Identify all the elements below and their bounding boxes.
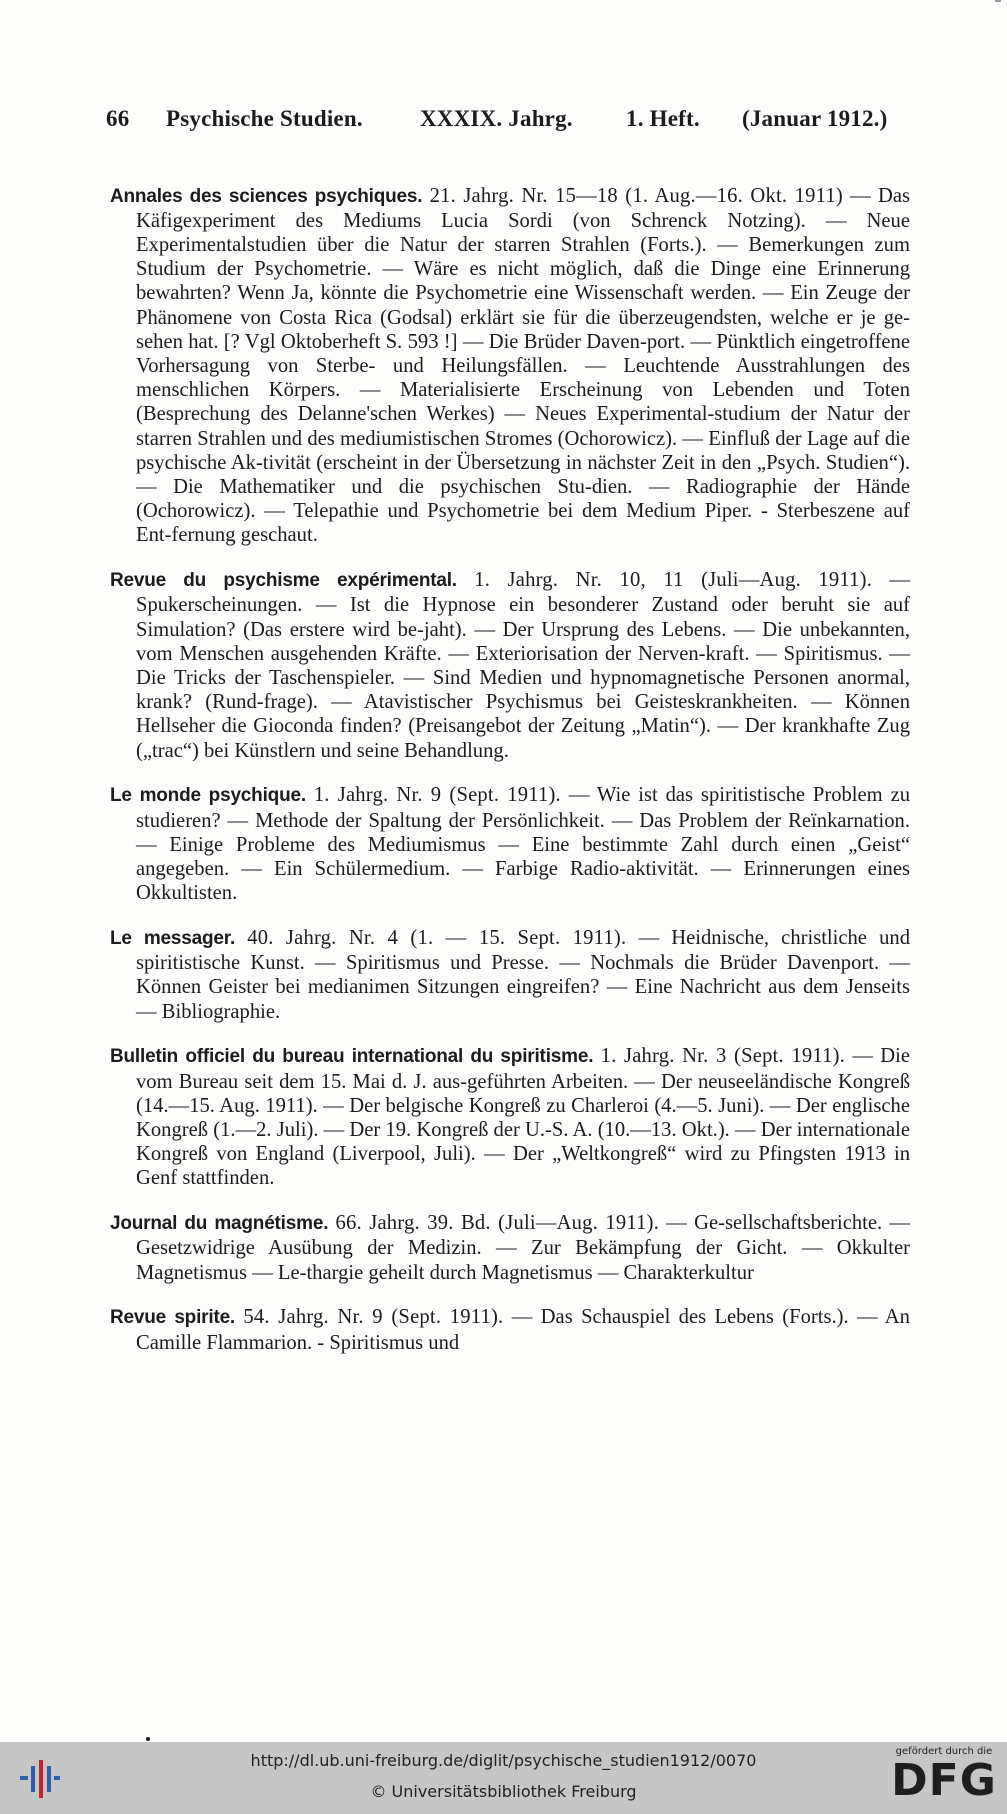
entry-title: Le monde psychique.	[110, 785, 306, 807]
entry-contents: — Das Schauspiel des Lebens (Forts.). — An Camille Flammarion. - Spiritismus und	[136, 1306, 910, 1354]
entry-contents: — Die vom Bureau seit dem 15. Mai d. J. aus-geführten Arbeiten. — Der neuseeländische Kongreß (14.—15. Aug. 1911). — Der belgische Kongreß zu Charleroi (4.—5. Juni). — Der englische Kongreß (1.—2. Juli). — Der 19. Kongreß der U.-S. A. (10.—13. Okt.). — Der internationale Kongreß von England (Liverpool, Juli). — Der „Weltkongreß“ wird zu Pfingsten 1913 in Genf stattfinden.	[136, 1045, 911, 1190]
review-entry	[110, 184, 910, 548]
entry-contents: — Heidnische, christliche und spiritistische Kunst. — Spiritismus und Presse. — Nochmals die Brüder Davenport. — Können Geister bei medianimen Sitzungen eingreifen? — Eine Nachricht aus dem Jenseits — Bibliographie.	[136, 927, 911, 1023]
review-entry	[110, 783, 910, 905]
review-entry	[110, 1044, 910, 1190]
entry-contents: — Wie ist das spiritistische Problem zu studieren? — Methode der Spaltung der Persönlichkeit. — Das Problem der Reïnkarnation. — Einige Probleme des Mediumismus — Eine bestimmte Zahl durch einen „Geist“ angegeben. — Ein Schülermedium. — Farbige Radio-aktivität. — Erinnerungen eines Okkultisten.	[136, 784, 911, 905]
entry-title: Revue spirite.	[110, 1307, 236, 1329]
header-journal-title: Psychische Studien.	[166, 106, 363, 131]
entry-title: Annales des sciences psychiques.	[110, 185, 423, 207]
review-entry	[110, 926, 910, 1024]
review-entry	[110, 1211, 910, 1285]
permalink-url[interactable]: http://dl.ub.uni-freiburg.de/diglit/psychische_studien1912/0070	[250, 1751, 757, 1770]
dfg-caption: gefördert durch die	[895, 1746, 993, 1757]
entry-issue: 54. Jahrg. Nr. 9 (Sept. 1911).	[243, 1306, 504, 1329]
entry-issue: 1. Jahrg. Nr. 9 (Sept. 1911).	[313, 784, 561, 807]
entry-contents: — Ge-sellschaftsberichte. — Gesetzwidrige Ausübung der Medizin. — Zur Bekämpfung der Gicht. — Okkulter Magnetismus — Le-thargie geheilt durch Magnetismus — Charakterkultur	[136, 1212, 910, 1284]
entry-title: Revue du psychisme expérimental.	[110, 570, 457, 592]
header-volume: XXXIX. Jahrg.	[420, 106, 573, 131]
entry-contents: — Das Käfigexperiment des Mediums Lucia Sordi (von Schrenck Notzing). — Neue Experimentalstudien über die Natur der starren Strahlen (Forts.). — Bemerkungen zum Studium der Psychometrie. — Wäre es nicht möglich, daß die Dinge eine Erinnerung bewahrten? Wenn Ja, könnte die Psychometrie eine Wissenschaft werden. — Ein Zeuge der Phänomene von Costa Rica (Godsal) erklärt sie für die überzeugendsten, welche er je ge-sehen hat. [? Vgl Oktoberheft S. 593 !] — Die Brüder Daven-port. — Pünktlich eingetroffene Vorhersagung von Sterbe- und Heilungsfällen. — Leuchtende Ausstrahlungen des menschlichen Körpers. — Materialisierte Erscheinung von Lebenden und Toten (Besprechung des Delanne'schen Werkes) — Neues Experimental-studium der Natur der starren Strahlen und des mediumistischen Stromes (Ochorowicz). — Einfluß der Lage auf die psychische Ak-tivität (erscheint in der Übersetzung in nächster Zeit in den „Psych. Studien“). — Die Mathematiker und die psychischen Stu-dien. — Radiographie der Hände (Ochorowicz). — Telepathie und Psychometrie bei dem Medium Piper. - Sterbeszene auf Ent-fernung geschaut.	[136, 184, 910, 547]
header-issue: 1. Heft.	[626, 106, 700, 131]
entry-title: Bulletin officiel du bureau international du spiritisme.	[110, 1046, 594, 1068]
review-entry	[110, 568, 910, 763]
entry-title: Journal du magnétisme.	[110, 1213, 329, 1235]
review-entry	[110, 1305, 910, 1354]
entry-title: Le messager.	[110, 928, 236, 950]
periodical-review-list	[110, 163, 910, 1359]
scan-edge-mark	[995, 0, 1001, 2]
entry-contents: — Spukerscheinungen. — Ist die Hypnose ein besonderer Zustand oder beruht sie auf Simulation? (Das erstere wird be-jaht). — Der Ursprung des Lebens. — Die unbekannten, vom Menschen ausgehenden Kräfte. — Exteriorisation der Nerven-kraft. — Spiritismus. — Die Tricks der Taschenspieler. — Sind Medien und hypnomagnetische Personen anormal, krank? (Rund-frage). — Atavistischer Psychismus bei Geisteskrankheiten. — Können Hellseher die Gioconda finden? (Preisangebot der Zeitung „Matin“). — Der krankhafte Zug („trac“) bei Künstlern und seine Behandlung.	[136, 569, 910, 762]
entry-issue: 66. Jahrg. 39. Bd. (Juli—Aug. 1911).	[335, 1212, 660, 1235]
page-number: 66	[106, 106, 130, 131]
digital-library-footer	[0, 1742, 1007, 1814]
running-header	[106, 106, 906, 138]
entry-issue: 40. Jahrg. Nr. 4 (1. — 15. Sept. 1911).	[247, 927, 627, 950]
entry-issue: 1. Jahrg. Nr. 3 (Sept. 1911).	[600, 1045, 845, 1068]
ink-speck	[146, 1737, 150, 1741]
entry-issue: 21. Jahrg. Nr. 15—18 (1. Aug.—16. Okt. 1911)	[429, 184, 843, 207]
dfg-funding-logo	[888, 1746, 1000, 1810]
entry-issue: 1. Jahrg. Nr. 10, 11 (Juli—Aug. 1911).	[474, 569, 873, 592]
dfg-wordmark: DFG	[891, 1755, 997, 1806]
copyright-notice: © Universitätsbibliothek Freiburg	[370, 1782, 637, 1801]
header-date: (Januar 1912.)	[742, 106, 888, 131]
